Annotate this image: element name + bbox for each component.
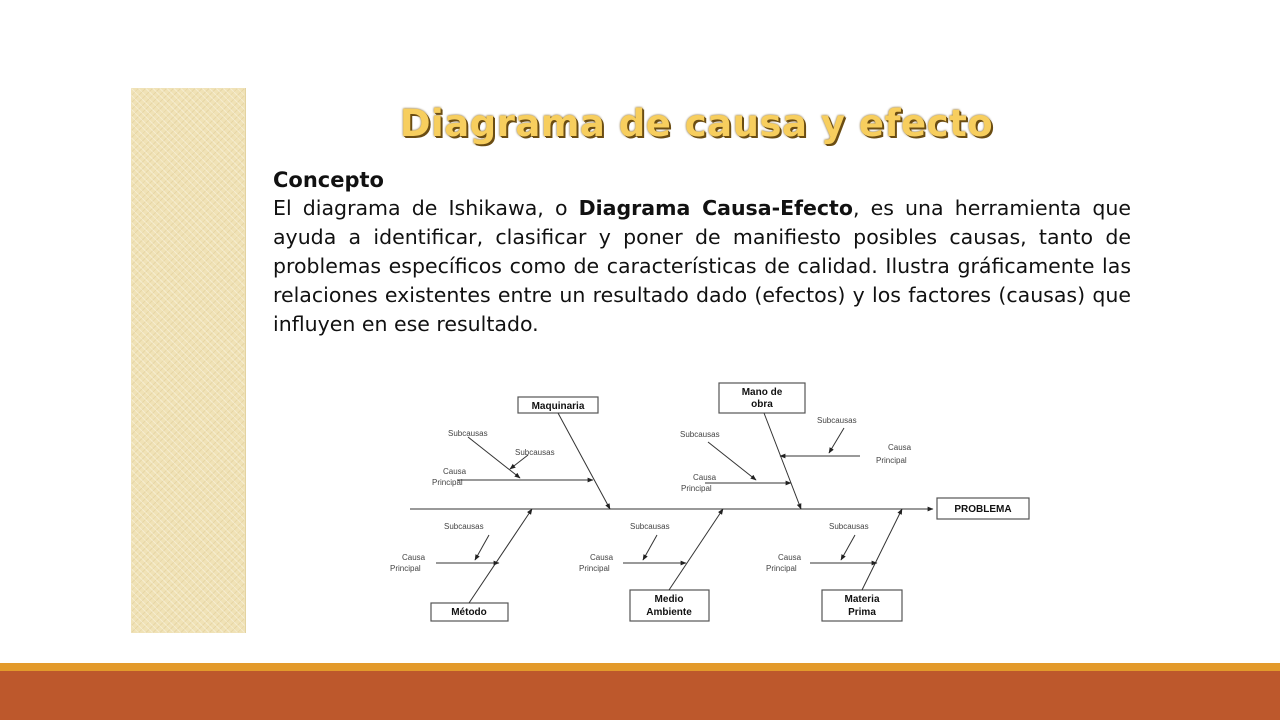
subcausas-label: Subcausas — [630, 522, 670, 531]
category-label-materia-prima-1: Materia — [844, 594, 880, 605]
subcause-arrow — [510, 455, 528, 469]
category-label-medio-ambiente-1: Medio — [654, 594, 684, 605]
problem-label: PROBLEMA — [954, 504, 1012, 515]
principal-label: Principal — [390, 564, 421, 573]
category-label-mano-de-obra-1: Mano de — [741, 387, 783, 398]
category-label-materia-prima-2: Prima — [848, 607, 876, 618]
causa-label: Causa — [888, 443, 912, 452]
subcause-arrow — [643, 535, 657, 560]
principal-label: Principal — [432, 478, 463, 487]
subcausas-label: Subcausas — [817, 416, 857, 425]
subcause-arrow — [829, 428, 844, 453]
category-label-medio-ambiente-2: Ambiente — [646, 607, 692, 618]
concept-heading: Concepto — [273, 168, 384, 192]
concept-text-start: El diagrama de Ishikawa, o — [273, 196, 579, 220]
slide-title: Diagrama de causa y efecto — [399, 102, 994, 145]
subcausas-label: Subcausas — [680, 430, 720, 439]
ishikawa-diagram — [380, 375, 1050, 630]
category-label-mano-de-obra-2: obra — [751, 399, 773, 410]
subcausas-label: Subcausas — [829, 522, 869, 531]
subcausas-label: Subcausas — [448, 429, 488, 438]
category-label-metodo: Método — [451, 607, 487, 618]
bone-maquinaria — [558, 413, 610, 509]
subcause-arrow — [841, 535, 855, 560]
footer-bar — [0, 671, 1280, 720]
concept-text-bold: Diagrama Causa-Efecto — [578, 196, 853, 220]
principal-label: Principal — [579, 564, 610, 573]
principal-label: Principal — [681, 484, 712, 493]
concept-paragraph — [273, 194, 1131, 339]
causa-label: Causa — [443, 467, 467, 476]
subcausas-label: Subcausas — [515, 448, 555, 457]
causa-label: Causa — [402, 553, 426, 562]
causa-label: Causa — [590, 553, 614, 562]
causa-label: Causa — [693, 473, 717, 482]
decorative-side-strip — [131, 88, 246, 633]
subcausas-label: Subcausas — [444, 522, 484, 531]
bone-medio-ambiente — [669, 509, 723, 590]
bone-mano-de-obra — [764, 413, 801, 509]
causa-label: Causa — [778, 553, 802, 562]
subcause-arrow — [468, 437, 520, 478]
footer-bar-accent — [0, 663, 1280, 671]
concept-text-end: , es una herramienta que ayuda a identificar, clasificar y poner de manifiesto posibles causas, tanto de problemas específicos como de características de calidad. Ilustra gráficamente las relaciones existentes entre un resultado dado (efectos) y los factores (causas) que influyen en ese resultado. — [273, 196, 1131, 336]
principal-label: Principal — [876, 456, 907, 465]
category-label-maquinaria: Maquinaria — [531, 401, 585, 412]
principal-label: Principal — [766, 564, 797, 573]
subcause-arrow — [475, 535, 489, 560]
concept-section — [273, 166, 1131, 339]
